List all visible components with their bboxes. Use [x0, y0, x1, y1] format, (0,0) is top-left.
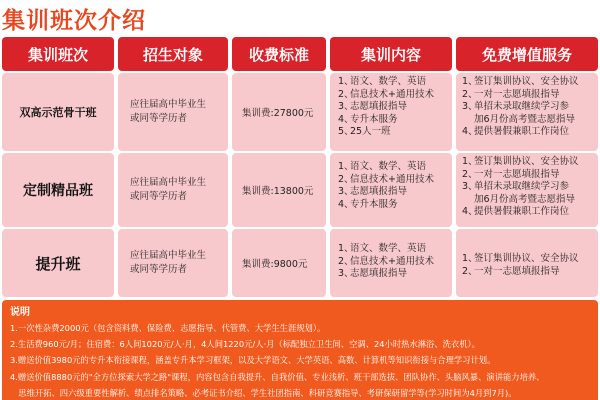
target-line: 应往届高中毕业生: [130, 177, 207, 188]
header-target: 招生对象: [118, 37, 228, 71]
services-cell: [456, 153, 598, 227]
list-item: 1、 签订集训协议、安全协议: [462, 253, 579, 264]
list-item: 2、 信息技术+通用技术: [338, 88, 434, 100]
list-item: 1、 语文、数学、英语: [338, 161, 427, 172]
list-item: 2、 信息技术+通用技术: [338, 173, 434, 185]
list-item: 4、 专升本服务: [338, 113, 398, 125]
header-services: 免费增值服务: [456, 37, 598, 71]
target-line: 或同等学历者: [130, 264, 188, 275]
services-cell: [456, 229, 598, 297]
header-fee: 收费标准: [232, 37, 326, 71]
list-item: 3、 志愿填报指导: [338, 101, 408, 112]
list-item: 5、 25人一班: [338, 126, 391, 137]
header-content: 集训内容: [330, 37, 452, 71]
fee-cell: 集训费:13800元: [232, 153, 326, 227]
page-title: 集训班次介绍: [2, 8, 146, 34]
class-name: 双高示范骨干班: [2, 73, 114, 151]
fee-cell: 集训费:27800元: [232, 73, 326, 151]
list-item: 3、 志愿填报指导: [338, 268, 408, 279]
table-row: [2, 229, 598, 297]
target-cell: [118, 73, 228, 151]
notes-title: 说明: [10, 307, 30, 318]
services-cell: [456, 73, 598, 151]
list-item: 加6月份高考暨志愿指导: [474, 113, 576, 125]
header-class: 集训班次: [2, 37, 114, 71]
table-row: [2, 153, 598, 227]
list-item: 1、 签订集训协议、安全协议: [462, 76, 579, 87]
list-item: 2、 一对一志愿填报指导: [462, 265, 560, 277]
list-item: 3、 单招未录取继续学习参: [462, 101, 570, 112]
content-cell: [330, 153, 452, 227]
list-item: 3、 志愿填报指导: [338, 186, 408, 197]
list-item: 加6月份高考暨志愿指导: [474, 193, 576, 205]
content-cell: [330, 73, 452, 151]
class-name: 提升班: [2, 229, 114, 297]
list-item: 1、 语文、数学、英语: [338, 76, 427, 87]
notes-panel: [2, 300, 598, 400]
list-item: 2、 一对一志愿填报指导: [462, 88, 560, 100]
note-line: 思维开拓、四六级重要性解析、绩点排名策略、必考证书介绍、学生社团指南、科研竞赛指导、考研保研留学等(学习时间为4月到7月)。: [10, 387, 517, 398]
target-cell: [118, 229, 228, 297]
list-item: 4、 专升本服务: [338, 198, 398, 210]
target-line: 应往届高中毕业生: [130, 99, 207, 110]
list-item: 2、 信息技术+通用技术: [338, 255, 434, 267]
note-line: 3.赠送价值3980元的专升本衔接课程，涵盖专升本学习框架，以及大学语文、大学英语、高数、计算机等知识衔接与合理学习计划。: [10, 355, 496, 366]
note-line: 4.赠送价值8880元的"全方位探索大学之路"课程，内容包含自我提升、自我价值、专业浅析、班干部选拔、团队协作、头脑风暴、演讲能力培养、: [10, 371, 545, 382]
target-cell: [118, 153, 228, 227]
list-item: 2、 一对一志愿填报指导: [462, 168, 560, 180]
table-row: [2, 73, 598, 151]
table-header: [2, 37, 598, 71]
list-item: 3、 单招未录取继续学习参: [462, 181, 570, 192]
target-line: 或同等学历者: [130, 113, 188, 124]
list-item: 4、 提供暑假兼职工作岗位: [462, 126, 570, 137]
list-item: 1、 语文、数学、英语: [338, 243, 427, 254]
list-item: 4、 提供暑假兼职工作岗位: [462, 206, 570, 217]
title-bar: [0, 0, 600, 36]
target-line: 应往届高中毕业生: [130, 250, 207, 261]
note-line: 1.一次性杂费2000元（包含资料费、保险费、志愿指导、代管费、大学生生涯规划）。: [10, 323, 326, 333]
fee-cell: 集训费:9800元: [232, 229, 326, 297]
class-name: 定制精品班: [2, 153, 114, 227]
note-line: 2.生活费960元/月；住宿费：6人间1020元/人·月，4人间1220元/人·月（标配独立卫生间、空调、24小时热水淋浴、洗衣机）。: [10, 339, 480, 350]
list-item: 1、 签订集训协议、安全协议: [462, 156, 579, 167]
target-line: 或同等学历者: [130, 191, 188, 202]
content-cell: [330, 229, 452, 297]
